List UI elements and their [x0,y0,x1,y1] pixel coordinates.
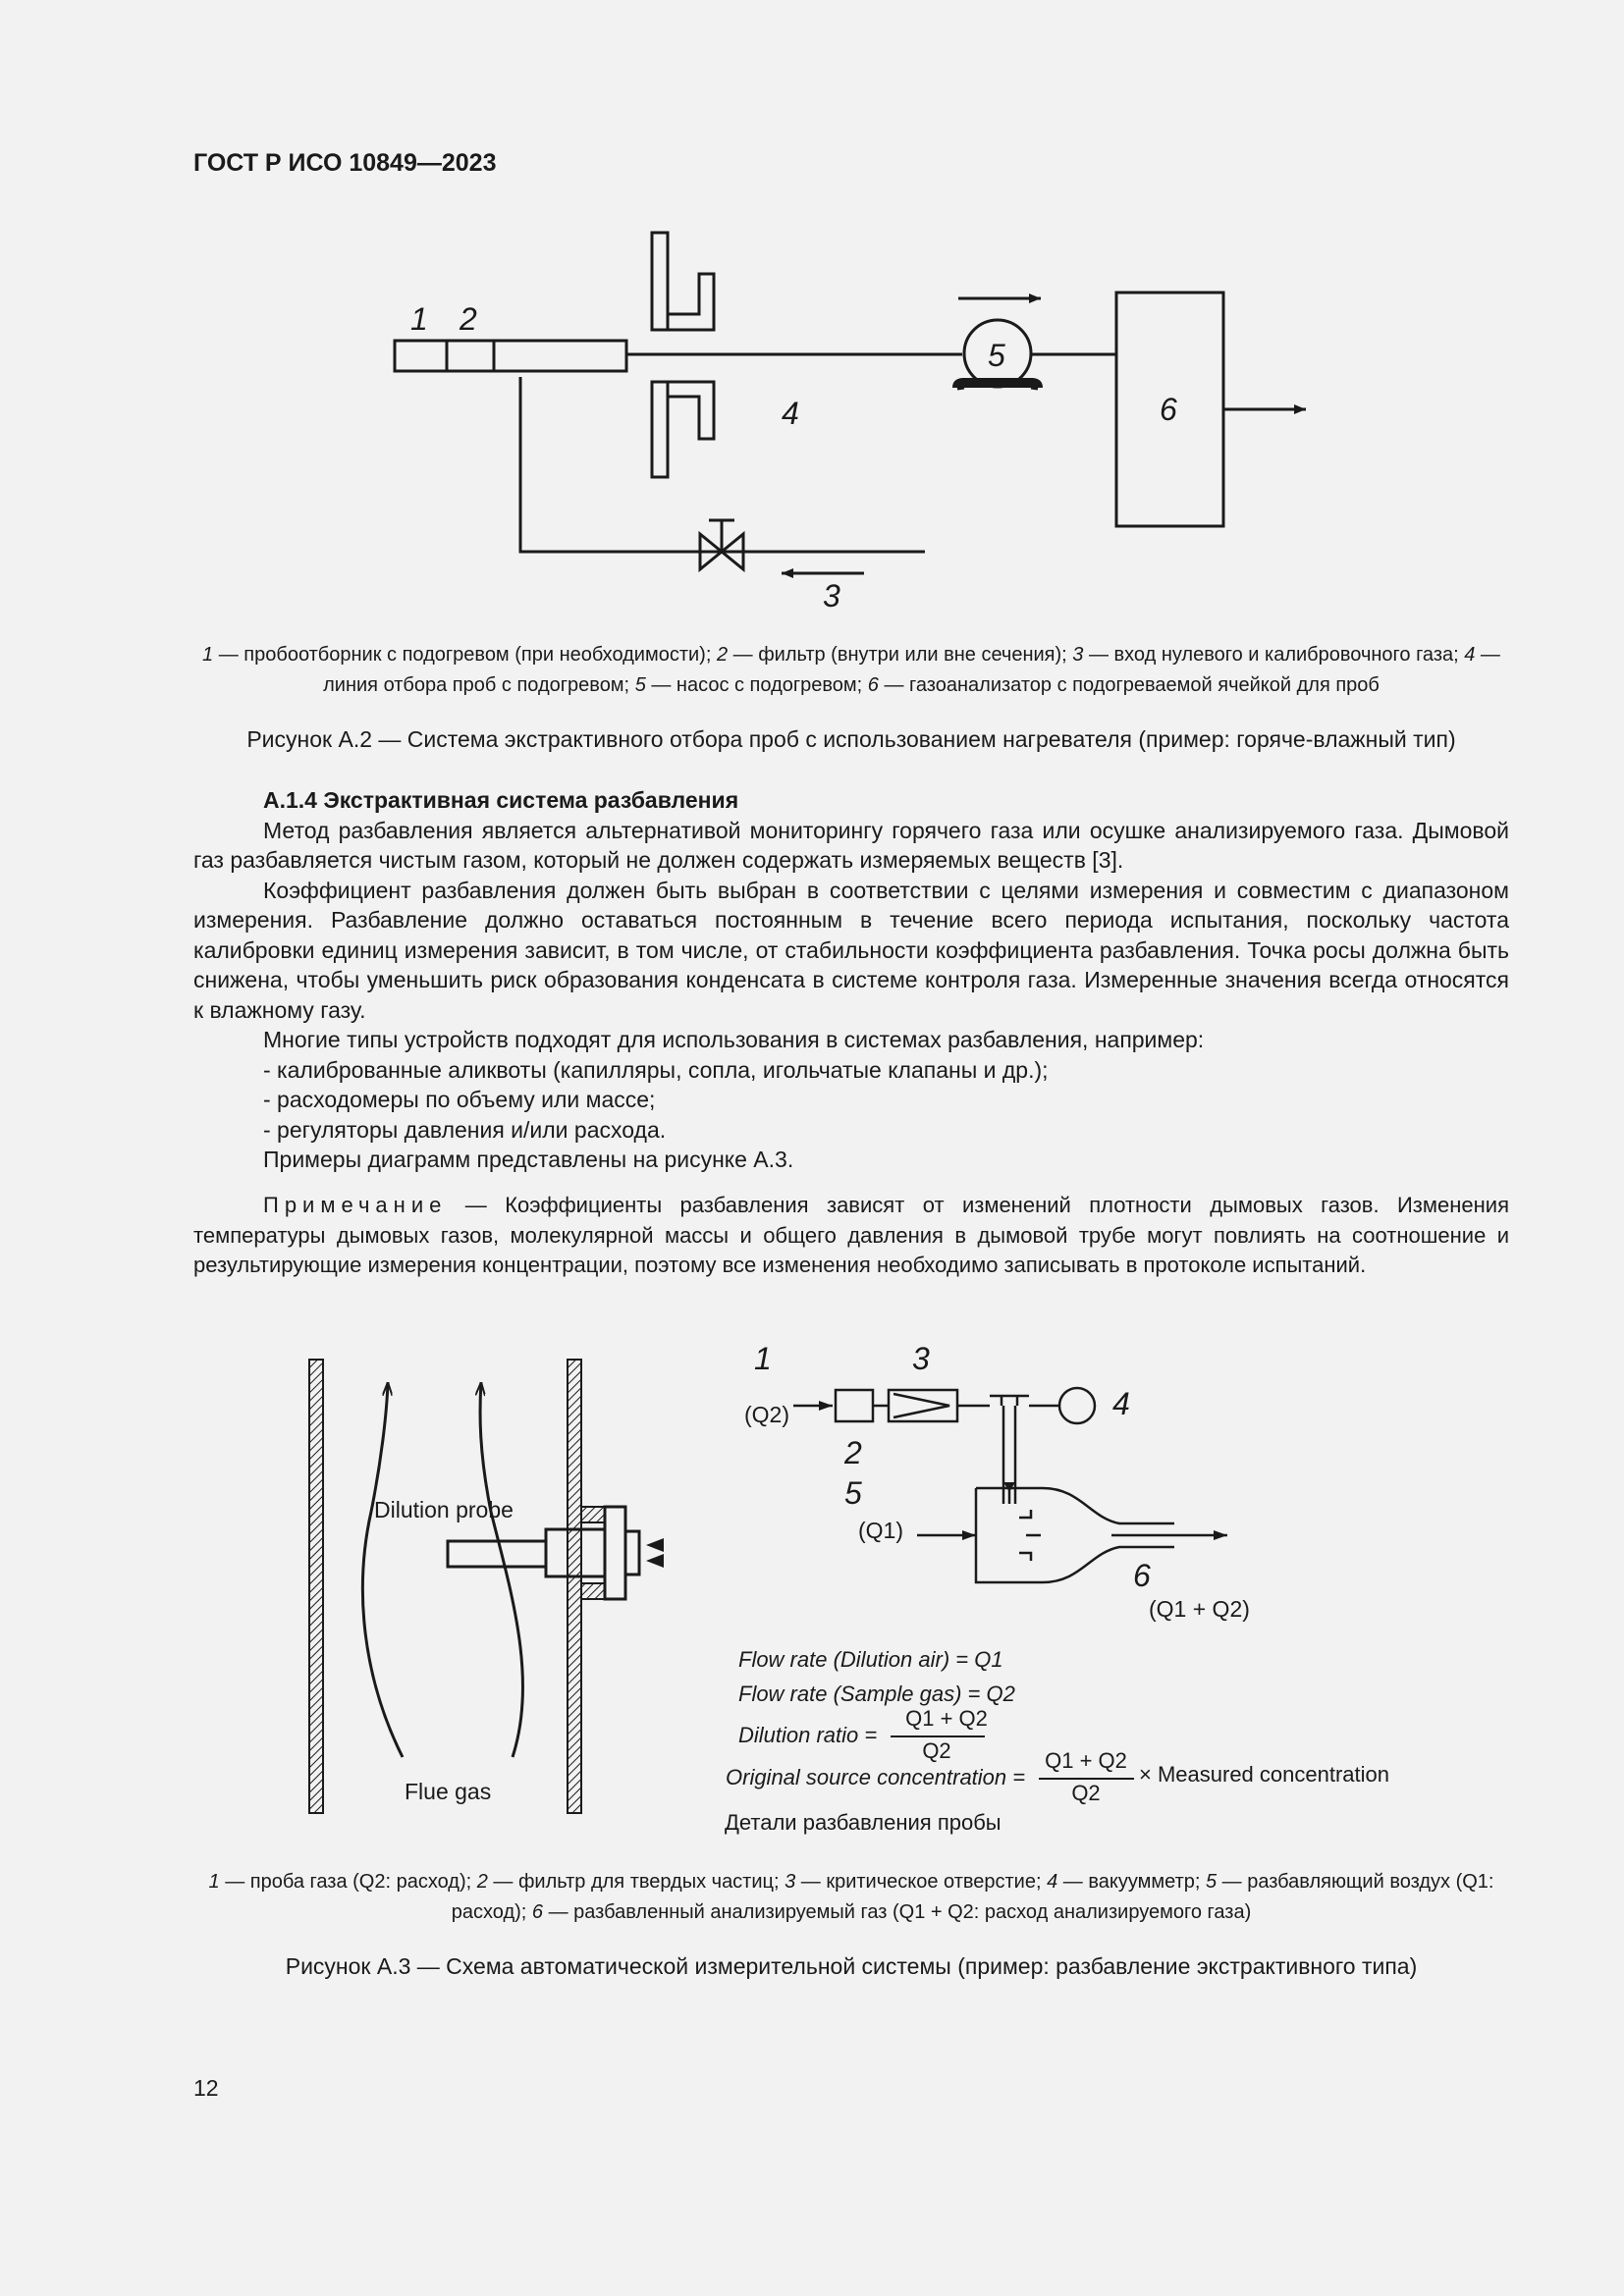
fraction-numerator: Q1 + Q2 [1045,1748,1127,1773]
paragraph-2: Коэффициент разбавления должен быть выбран в соответствии с целями измерения и совместим с диапазоном измерения. Разбавление должно оставаться постоянным в течение всего периода испытания, поскольку частота калибровки единиц измерения зависит, в том числе, от стабильности коэффициента разбавления. Точка росы должна быть снижена, чтобы уменьшить риск образования конденсата в системе контроля газа. Измеренные значения всегда относятся к влажному газу. [193,877,1509,1023]
document-header: ГОСТ Р ИСО 10849—2023 [193,149,497,177]
paragraph-1: Метод разбавления является альтернативой мониторингу горячего газа или осушке анализируемого газа. Дымовой газ разбавляется чистым газом, который не должен содержать измеряемых веществ [3]. [193,817,1509,873]
label-1: 1 [754,1341,772,1376]
figure-a3-caption: 1 — проба газа (Q2: расход); 2 — фильтр для твердых частиц; 3 — критическое отверстие; 4 — вакуумметр; 5 — разбавляющий воздух (Q1: расход); 6 — разбавленный анализируемый газ (Q1 + Q2: расход анализируемого газа) [208,1871,1494,1923]
label-5: 5 [988,338,1005,373]
note-text: — Коэффициенты разбавления зависят от изменений плотности дымовых газов. Изменения температуры дымовых газов, молекулярной массы и общего давления в дымовой трубе могут повлиять на соотношение и результирующие измерения концентрации, поэтому все изменения необходимо записывать в протоколе испытаний. [193,1193,1509,1277]
fraction-denominator: Q2 [1071,1781,1101,1805]
filter [836,1390,873,1421]
label-3: 3 [912,1341,930,1376]
label-4: 4 [782,396,799,431]
duct-wall-bottom [652,382,668,477]
stack-wall-left [309,1360,323,1813]
label-2: 2 [460,301,477,337]
list-item: - расходомеры по объему или массе; [263,1087,656,1112]
details-label: Детали разбавления пробы [725,1810,1001,1835]
note [193,1191,1509,1281]
stack-wall-right [568,1360,581,1813]
label-6: 6 [1160,392,1177,427]
flue-gas-label: Flue gas [405,1779,492,1804]
duct-wall-top [652,233,668,330]
figure-a3-title: Рисунок А.3 — Схема автоматической измерительной системы (пример: разбавление экстрактивного типа) [285,1953,1418,1979]
list-item: - регуляторы давления и/или расхода. [263,1116,667,1143]
paragraph-3: Многие типы устройств подходят для использования в системах разбавления, например: [263,1027,1205,1052]
label-2: 2 [844,1435,862,1470]
equation-flow-sample: Flow rate (Sample gas) = Q2 [738,1682,1015,1706]
vacuum-gauge [1059,1388,1095,1423]
q1-label: (Q1) [858,1518,903,1543]
fraction-denominator: Q2 [922,1738,951,1763]
paragraph-4: Примеры диаграмм представлены на рисунке А.3. [263,1147,794,1172]
section-body [193,785,1509,1175]
note-label: Примечание [263,1193,448,1217]
label-6: 6 [1133,1558,1151,1593]
equation-source-concentration: Original source concentration = [726,1765,1026,1789]
label-4: 4 [1112,1386,1130,1421]
measured-concentration: × Measured concentration [1139,1762,1389,1787]
section-heading: А.1.4 Экстрактивная система разбавления [263,787,739,813]
figure-a3-diagram [0,1335,1624,1845]
figure-a2-diagram [0,0,1624,628]
page-number: 12 [193,2075,219,2101]
q2-label: (Q2) [744,1402,789,1427]
probe [395,341,626,371]
dilution-probe-label: Dilution probe [374,1497,514,1522]
probe-flange [605,1507,625,1599]
label-3: 3 [823,578,840,614]
figure-a2-title: Рисунок А.2 — Система экстрактивного отбора проб с использованием нагревателя (пример: горяче-влажный тип) [246,726,1456,752]
list-item: - калиброванные аликвоты (капилляры, сопла, игольчатые клапаны и др.); [263,1056,1049,1083]
figure-a2-caption: 1 — пробоотборник с подогревом (при необходимости); 2 — фильтр (внутри или вне сечения); 3 — вход нулевого и калибровочного газа; 4 — линия отбора проб с подогревом; 5 — насос с подогревом; 6 — газоанализатор с подогреваемой ячейкой для проб [202,644,1500,696]
fraction-numerator: Q1 + Q2 [905,1706,988,1731]
label-5: 5 [844,1475,862,1511]
label-1: 1 [410,301,428,337]
equation-dilution-ratio: Dilution ratio = [738,1723,878,1747]
equation-flow-dilution: Flow rate (Dilution air) = Q1 [738,1647,1003,1672]
q1q2-label: (Q1 + Q2) [1149,1596,1250,1622]
